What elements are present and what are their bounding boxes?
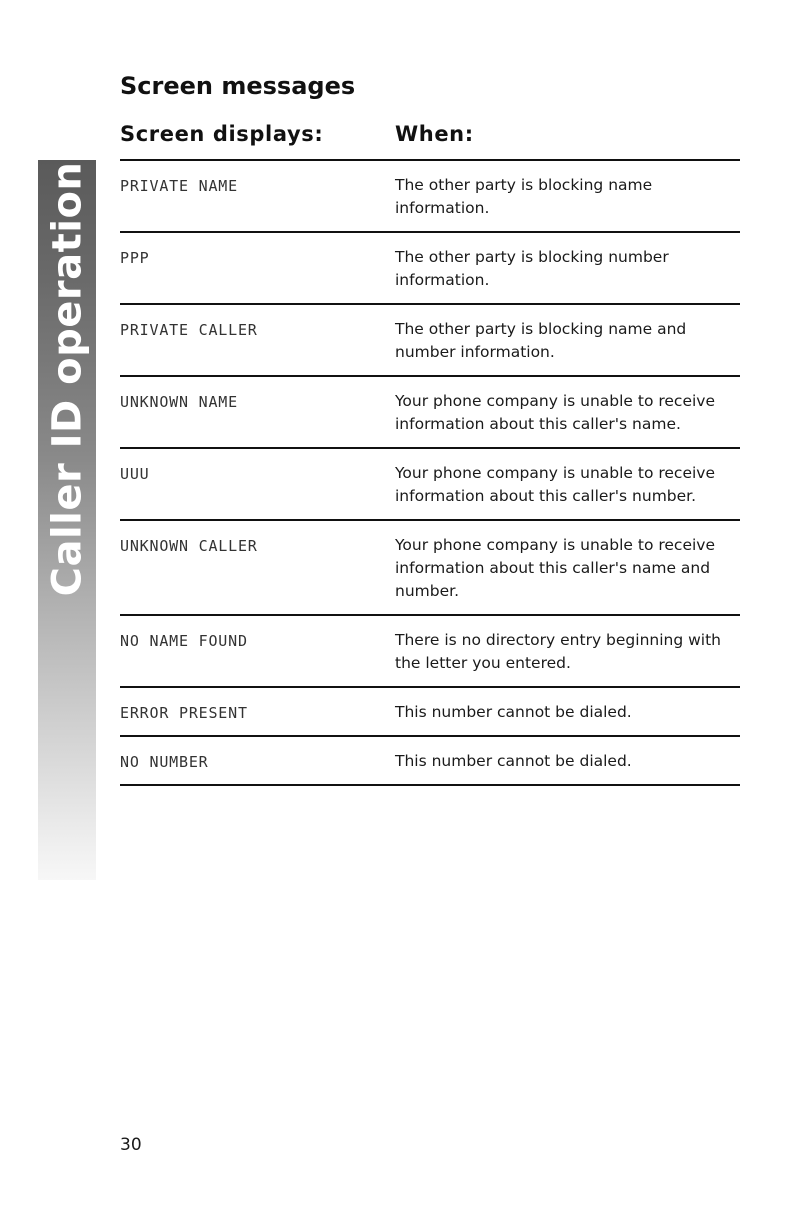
side-tab-label-wrap (38, 161, 96, 597)
screen-display-code: ERROR PRESENT (120, 704, 248, 722)
screen-display-code: PPP (120, 249, 150, 267)
section-title: Screen messages (120, 72, 356, 100)
screen-display-code: NO NUMBER (120, 753, 209, 771)
table-row (120, 161, 740, 233)
message-description: Your phone company is unable to receive information about this caller's number. (395, 464, 716, 505)
table-row (120, 305, 740, 377)
message-description: This number cannot be dialed. (395, 752, 632, 770)
screen-messages-table (120, 159, 740, 786)
side-tab-label: Caller ID operation (44, 161, 90, 597)
column-header-screen-displays: Screen displays: (120, 122, 324, 146)
screen-display-code: PRIVATE NAME (120, 177, 238, 195)
table-row (120, 616, 740, 688)
page-number: 30 (120, 1135, 142, 1155)
screen-display-code: UNKNOWN NAME (120, 393, 238, 411)
screen-display-code: UUU (120, 465, 150, 483)
message-description: There is no directory entry beginning with the letter you entered. (395, 631, 721, 672)
message-description: The other party is blocking name information. (395, 176, 653, 217)
message-description: The other party is blocking number information. (395, 248, 669, 289)
screen-display-code: UNKNOWN CALLER (120, 537, 258, 555)
column-header-when: When: (395, 122, 474, 146)
table-row (120, 449, 740, 521)
message-description: This number cannot be dialed. (395, 703, 632, 721)
table-row (120, 377, 740, 449)
table-row (120, 521, 740, 616)
message-description: The other party is blocking name and number information. (395, 320, 687, 361)
message-description: Your phone company is unable to receive information about this caller's name and number. (395, 536, 716, 600)
table-row (120, 233, 740, 305)
message-description: Your phone company is unable to receive information about this caller's name. (395, 392, 716, 433)
table-row (120, 737, 740, 786)
table-row (120, 688, 740, 737)
screen-display-code: NO NAME FOUND (120, 632, 248, 650)
screen-display-code: PRIVATE CALLER (120, 321, 258, 339)
